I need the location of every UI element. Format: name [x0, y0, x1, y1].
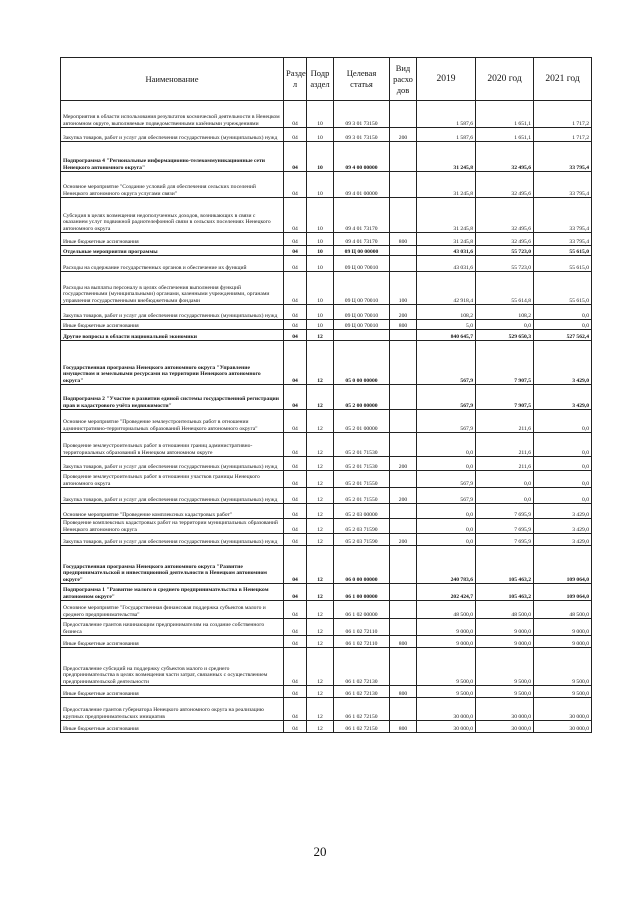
- row-expense-type: [390, 246, 417, 256]
- row-value-2020: 30 000,0: [476, 721, 534, 733]
- row-expense-type: 200: [390, 128, 417, 142]
- row-name: Предоставление грантов губернатора Ненецкого автономного округа на реализацию крупных предпринимательских инициатив: [61, 698, 284, 721]
- row-expense-type: [390, 546, 417, 584]
- row-value-2020: 211,6: [476, 433, 534, 457]
- row-value-2020: 105 463,2: [476, 546, 534, 584]
- page-number: 20: [313, 844, 327, 859]
- table-row: [61, 721, 592, 733]
- row-expense-type: 100: [390, 272, 417, 305]
- row-value-2021: 9 500,0: [534, 686, 592, 698]
- row-name: Расходы на выплаты персоналу в целях обеспечения выполнения функций государственными (муниципальными) органами, казенными учреждениями, органами управления государственными внебюджетными фондами: [61, 272, 284, 305]
- row-value-2019: 43 031,6: [417, 246, 476, 256]
- row-value-2019: 30 000,0: [417, 721, 476, 733]
- table-row: [61, 233, 592, 246]
- row-expense-type: [390, 101, 417, 128]
- row-podrazdel: 12: [307, 410, 334, 433]
- row-value-2021: 9 000,0: [534, 636, 592, 648]
- row-target-article: 05 2 00 00000: [334, 385, 390, 410]
- table-body: [61, 101, 592, 733]
- row-expense-type: [390, 601, 417, 619]
- row-value-2019: 9 500,0: [417, 648, 476, 686]
- row-value-2020: 1 651,1: [476, 128, 534, 142]
- row-target-article: [334, 330, 390, 341]
- row-expense-type: 800: [390, 636, 417, 648]
- row-value-2021: 0,0: [534, 471, 592, 488]
- row-value-2021: 1 717,2: [534, 101, 592, 128]
- row-name: Закупка товаров, работ и услуг для обеспечения государственных (муниципальных) нужд: [61, 457, 284, 471]
- row-value-2019: 567,9: [417, 471, 476, 488]
- row-value-2020: 55 723,0: [476, 246, 534, 256]
- row-podrazdel: 12: [307, 619, 334, 636]
- row-value-2019: 108,2: [417, 305, 476, 320]
- table-row: [61, 534, 592, 546]
- row-expense-type: 800: [390, 686, 417, 698]
- row-expense-type: [390, 584, 417, 601]
- row-target-article: 05 2 01 71550: [334, 471, 390, 488]
- row-value-2020: 55 614,8: [476, 272, 534, 305]
- table-row: [61, 636, 592, 648]
- row-razdel: 04: [284, 534, 307, 546]
- row-expense-type: 800: [390, 320, 417, 330]
- row-expense-type: [390, 471, 417, 488]
- table-row: [61, 488, 592, 504]
- row-value-2021: 0,0: [534, 457, 592, 471]
- row-name: Расходы на содержание государственных органов и обеспечение их функций: [61, 256, 284, 272]
- row-razdel: 04: [284, 721, 307, 733]
- row-name: Подпрограмма 1 "Развитие малого и среднего предпринимательства в Ненецком автономном округе": [61, 584, 284, 601]
- row-value-2021: 109 064,0: [534, 546, 592, 584]
- row-razdel: 04: [284, 172, 307, 198]
- row-name: Закупка товаров, работ и услуг для обеспечения государственных (муниципальных) нужд: [61, 305, 284, 320]
- row-value-2021: 0,0: [534, 320, 592, 330]
- row-podrazdel: 12: [307, 341, 334, 385]
- row-podrazdel: 12: [307, 636, 334, 648]
- row-razdel: 04: [284, 546, 307, 584]
- row-value-2021: 1 717,2: [534, 128, 592, 142]
- row-target-article: 09 4 01 73170: [334, 233, 390, 246]
- row-target-article: 09 Ц 00 00000: [334, 246, 390, 256]
- row-podrazdel: 10: [307, 198, 334, 233]
- row-razdel: 04: [284, 636, 307, 648]
- row-value-2019: 567,9: [417, 488, 476, 504]
- row-razdel: 04: [284, 330, 307, 341]
- header-row: [61, 58, 592, 101]
- row-expense-type: [390, 256, 417, 272]
- row-razdel: 04: [284, 246, 307, 256]
- row-razdel: 04: [284, 198, 307, 233]
- row-name: Предоставление грантов начинающим предпринимателям на создание собственного бизнеса: [61, 619, 284, 636]
- row-razdel: 04: [284, 341, 307, 385]
- row-name: Отдельные мероприятия программы: [61, 246, 284, 256]
- row-razdel: 04: [284, 519, 307, 534]
- row-podrazdel: 10: [307, 246, 334, 256]
- row-target-article: 06 0 00 00000: [334, 546, 390, 584]
- row-value-2020: 55 723,0: [476, 256, 534, 272]
- row-razdel: 04: [284, 272, 307, 305]
- table-row: [61, 256, 592, 272]
- header-2019: 2019: [417, 58, 476, 101]
- row-expense-type: [390, 385, 417, 410]
- row-expense-type: 200: [390, 305, 417, 320]
- row-razdel: 04: [284, 233, 307, 246]
- row-expense-type: 800: [390, 721, 417, 733]
- table-row: [61, 519, 592, 534]
- header-podrazdel: Подр аздел: [307, 58, 334, 101]
- row-target-article: 09 3 01 73150: [334, 101, 390, 128]
- row-target-article: 05 2 01 00000: [334, 410, 390, 433]
- table-row: [61, 341, 592, 385]
- row-name: Подпрограмма 2 "Участие в развитии единой системы государственной регистрации прав и кадастрового учёта недвижимости": [61, 385, 284, 410]
- table-row: [61, 698, 592, 721]
- row-value-2019: 202 424,7: [417, 584, 476, 601]
- row-name: Основное мероприятие "Проведение землеустроительных работ в отношении административно-территориальных образований Ненецкого автономного округа": [61, 410, 284, 433]
- row-name: Иные бюджетные ассигнования: [61, 721, 284, 733]
- row-podrazdel: 10: [307, 101, 334, 128]
- row-value-2021: 55 615,0: [534, 246, 592, 256]
- row-razdel: 04: [284, 128, 307, 142]
- table-row: [61, 546, 592, 584]
- row-value-2020: 9 000,0: [476, 636, 534, 648]
- table-row: [61, 305, 592, 320]
- row-value-2021: 109 064,0: [534, 584, 592, 601]
- row-value-2020: 7 695,9: [476, 534, 534, 546]
- row-value-2020: 32 495,6: [476, 198, 534, 233]
- row-value-2019: 48 500,0: [417, 601, 476, 619]
- row-value-2021: 3 429,0: [534, 341, 592, 385]
- row-razdel: 04: [284, 305, 307, 320]
- row-podrazdel: 12: [307, 601, 334, 619]
- table-row: [61, 246, 592, 256]
- row-name: Государственная программа Ненецкого автономного округа "Развитие предпринимательской и инвестиционной деятельности в Ненецком автономном округе": [61, 546, 284, 584]
- row-value-2021: 48 500,0: [534, 601, 592, 619]
- row-podrazdel: 10: [307, 272, 334, 305]
- row-razdel: 04: [284, 504, 307, 519]
- row-target-article: 09 3 01 73150: [334, 128, 390, 142]
- row-value-2020: 7 907,5: [476, 341, 534, 385]
- row-value-2019: 567,9: [417, 341, 476, 385]
- row-podrazdel: 12: [307, 534, 334, 546]
- table-row: [61, 142, 592, 172]
- row-value-2019: 31 245,8: [417, 233, 476, 246]
- row-razdel: 04: [284, 698, 307, 721]
- row-expense-type: [390, 198, 417, 233]
- row-expense-type: [390, 619, 417, 636]
- row-expense-type: [390, 648, 417, 686]
- header-name: Наименование: [61, 58, 284, 101]
- row-name: Подпрограмма 4 "Региональные информационно-телекоммуникационные сети Ненецкого автономного округа": [61, 142, 284, 172]
- row-value-2019: 31 245,8: [417, 172, 476, 198]
- row-value-2020: 32 495,6: [476, 142, 534, 172]
- row-value-2020: 32 495,6: [476, 233, 534, 246]
- row-podrazdel: 12: [307, 546, 334, 584]
- row-expense-type: [390, 504, 417, 519]
- row-target-article: 05 2 01 71530: [334, 457, 390, 471]
- row-expense-type: [390, 341, 417, 385]
- row-value-2021: 55 615,0: [534, 272, 592, 305]
- row-value-2020: 0,0: [476, 320, 534, 330]
- row-expense-type: 800: [390, 233, 417, 246]
- row-value-2019: 9 000,0: [417, 619, 476, 636]
- row-name: Другие вопросы в области национальной экономики: [61, 330, 284, 341]
- table-row: [61, 198, 592, 233]
- row-value-2020: 32 495,6: [476, 172, 534, 198]
- row-value-2019: 5,0: [417, 320, 476, 330]
- row-podrazdel: 10: [307, 142, 334, 172]
- table-row: [61, 330, 592, 341]
- row-target-article: 06 1 02 72130: [334, 686, 390, 698]
- row-podrazdel: 12: [307, 385, 334, 410]
- row-value-2021: 9 000,0: [534, 619, 592, 636]
- row-name: Закупка товаров, работ и услуг для обеспечения государственных (муниципальных) нужд: [61, 128, 284, 142]
- row-value-2019: 0,0: [417, 457, 476, 471]
- row-expense-type: [390, 142, 417, 172]
- row-podrazdel: 12: [307, 330, 334, 341]
- row-value-2021: 0,0: [534, 433, 592, 457]
- header-expense-type: Вид расхо дов: [390, 58, 417, 101]
- row-value-2019: 0,0: [417, 433, 476, 457]
- row-razdel: 04: [284, 601, 307, 619]
- table-row: [61, 101, 592, 128]
- row-value-2021: 3 429,0: [534, 534, 592, 546]
- row-value-2019: 42 918,4: [417, 272, 476, 305]
- row-razdel: 04: [284, 648, 307, 686]
- row-value-2021: 33 795,4: [534, 142, 592, 172]
- row-expense-type: 200: [390, 534, 417, 546]
- row-value-2020: 0,0: [476, 488, 534, 504]
- row-target-article: 05 2 03 00000: [334, 504, 390, 519]
- row-name: Закупка товаров, работ и услуг для обеспечения государственных (муниципальных) нужд: [61, 488, 284, 504]
- row-expense-type: [390, 172, 417, 198]
- row-razdel: 04: [284, 488, 307, 504]
- row-razdel: 04: [284, 256, 307, 272]
- row-value-2021: 3 429,0: [534, 504, 592, 519]
- budget-table: [60, 57, 592, 733]
- row-value-2020: 7 695,9: [476, 519, 534, 534]
- row-expense-type: [390, 433, 417, 457]
- header-2020: 2020 год: [476, 58, 534, 101]
- row-expense-type: [390, 330, 417, 341]
- row-razdel: 04: [284, 142, 307, 172]
- row-podrazdel: 12: [307, 648, 334, 686]
- row-name: Основное мероприятие "Государственная финансовая поддержка субъектов малого и среднего предпринимательства": [61, 601, 284, 619]
- row-razdel: 04: [284, 471, 307, 488]
- row-razdel: 04: [284, 433, 307, 457]
- row-target-article: 06 1 02 72150: [334, 698, 390, 721]
- row-value-2020: 7 695,9: [476, 504, 534, 519]
- row-name: Субсидия в целях возмещения недополученных доходов, возникающих в связи с оказанием услуг подвижной радиотелефонной связи в сельских поселениях Ненецкого автономного округа: [61, 198, 284, 233]
- row-value-2019: 567,9: [417, 410, 476, 433]
- row-target-article: 05 2 01 71550: [334, 488, 390, 504]
- row-value-2020: 30 000,0: [476, 698, 534, 721]
- row-razdel: 04: [284, 320, 307, 330]
- row-value-2021: 33 795,4: [534, 198, 592, 233]
- row-value-2021: 527 562,4: [534, 330, 592, 341]
- row-value-2021: 0,0: [534, 488, 592, 504]
- row-value-2021: 3 429,0: [534, 385, 592, 410]
- row-name: Проведение землеустроительных работ в отношении участков границы Ненецкого автономного округа: [61, 471, 284, 488]
- row-target-article: 09 4 01 73170: [334, 198, 390, 233]
- header-2021: 2021 год: [534, 58, 592, 101]
- row-razdel: 04: [284, 410, 307, 433]
- header-target-article: Целевая статья: [334, 58, 390, 101]
- row-value-2021: 55 615,0: [534, 256, 592, 272]
- row-value-2021: 9 500,0: [534, 648, 592, 686]
- row-value-2021: 0,0: [534, 305, 592, 320]
- row-razdel: 04: [284, 101, 307, 128]
- row-name: Основное мероприятие "Создание условий для обеспечения сельских поселений Ненецкого автономного округа услугами связи": [61, 172, 284, 198]
- row-podrazdel: 10: [307, 320, 334, 330]
- row-value-2021: 30 000,0: [534, 721, 592, 733]
- row-value-2019: 0,0: [417, 519, 476, 534]
- row-name: Проведение комплексных кадастровых работ на территории муниципальных образований Ненецкого автономного округа: [61, 519, 284, 534]
- table-row: [61, 457, 592, 471]
- row-podrazdel: 12: [307, 686, 334, 698]
- row-value-2020: 105 463,2: [476, 584, 534, 601]
- row-value-2020: 108,2: [476, 305, 534, 320]
- row-podrazdel: 12: [307, 721, 334, 733]
- row-value-2020: 9 500,0: [476, 648, 534, 686]
- table-row: [61, 619, 592, 636]
- row-target-article: 06 1 02 72130: [334, 648, 390, 686]
- row-expense-type: [390, 410, 417, 433]
- row-value-2019: 43 031,6: [417, 256, 476, 272]
- table-row: [61, 272, 592, 305]
- row-target-article: 05 2 03 71590: [334, 534, 390, 546]
- row-value-2019: 840 645,7: [417, 330, 476, 341]
- table-row: [61, 601, 592, 619]
- row-target-article: 09 Ц 00 70010: [334, 256, 390, 272]
- row-value-2019: 0,0: [417, 534, 476, 546]
- row-name: Закупка товаров, работ и услуг для обеспечения государственных (муниципальных) нужд: [61, 534, 284, 546]
- row-value-2019: 1 587,6: [417, 128, 476, 142]
- table-row: [61, 172, 592, 198]
- row-value-2019: 0,0: [417, 504, 476, 519]
- table-row: [61, 433, 592, 457]
- row-podrazdel: 12: [307, 584, 334, 601]
- row-value-2020: 9 000,0: [476, 619, 534, 636]
- row-razdel: 04: [284, 584, 307, 601]
- row-razdel: 04: [284, 385, 307, 410]
- row-target-article: 09 Ц 00 70010: [334, 305, 390, 320]
- row-podrazdel: 12: [307, 488, 334, 504]
- row-name: Иные бюджетные ассигнования: [61, 636, 284, 648]
- row-name: Государственная программа Ненецкого автономного округа "Управление имуществом и земельными ресурсами на территории Ненецкого автономного округа": [61, 341, 284, 385]
- row-target-article: 06 1 02 00000: [334, 601, 390, 619]
- row-expense-type: [390, 519, 417, 534]
- row-value-2021: 30 000,0: [534, 698, 592, 721]
- row-value-2021: 33 795,4: [534, 233, 592, 246]
- row-value-2020: 48 500,0: [476, 601, 534, 619]
- row-value-2021: 33 795,4: [534, 172, 592, 198]
- table-row: [61, 504, 592, 519]
- row-value-2019: 30 000,0: [417, 698, 476, 721]
- row-podrazdel: 12: [307, 457, 334, 471]
- row-podrazdel: 12: [307, 519, 334, 534]
- row-value-2020: 9 500,0: [476, 686, 534, 698]
- row-target-article: 06 1 00 00000: [334, 584, 390, 601]
- row-razdel: 04: [284, 619, 307, 636]
- row-value-2019: 31 245,8: [417, 142, 476, 172]
- row-value-2019: 567,9: [417, 385, 476, 410]
- table-row: [61, 385, 592, 410]
- budget-table-container: [60, 57, 591, 733]
- row-name: Мероприятия в области использования результатов космической деятельности в Ненецком автономном округе, выполняемые подведомственными казёнными учреждениями: [61, 101, 284, 128]
- row-name: Иные бюджетные ассигнования: [61, 320, 284, 330]
- table-row: [61, 471, 592, 488]
- row-podrazdel: 10: [307, 128, 334, 142]
- row-target-article: 06 1 02 72150: [334, 721, 390, 733]
- row-podrazdel: 10: [307, 256, 334, 272]
- row-podrazdel: 12: [307, 698, 334, 721]
- row-target-article: 09 Ц 00 70010: [334, 320, 390, 330]
- table-row: [61, 686, 592, 698]
- row-value-2020: 0,0: [476, 471, 534, 488]
- row-target-article: 09 4 00 00000: [334, 142, 390, 172]
- row-value-2020: 211,6: [476, 410, 534, 433]
- table-row: [61, 410, 592, 433]
- table-row: [61, 128, 592, 142]
- header-razdel: Разде л: [284, 58, 307, 101]
- row-value-2019: 9 000,0: [417, 636, 476, 648]
- row-value-2020: 529 650,3: [476, 330, 534, 341]
- table-row: [61, 584, 592, 601]
- row-target-article: 09 4 01 00000: [334, 172, 390, 198]
- row-name: Иные бюджетные ассигнования: [61, 686, 284, 698]
- row-value-2020: 7 907,5: [476, 385, 534, 410]
- row-value-2020: 211,6: [476, 457, 534, 471]
- row-target-article: 05 0 00 00000: [334, 341, 390, 385]
- table-row: [61, 320, 592, 330]
- row-expense-type: 200: [390, 457, 417, 471]
- row-podrazdel: 12: [307, 433, 334, 457]
- row-podrazdel: 10: [307, 233, 334, 246]
- row-value-2019: 240 783,6: [417, 546, 476, 584]
- row-value-2021: 0,0: [534, 410, 592, 433]
- row-podrazdel: 12: [307, 504, 334, 519]
- row-value-2021: 3 429,0: [534, 519, 592, 534]
- row-name: Основное мероприятие "Проведение комплексных кадастровых работ": [61, 504, 284, 519]
- row-value-2019: 9 500,0: [417, 686, 476, 698]
- row-podrazdel: 12: [307, 471, 334, 488]
- row-value-2019: 1 587,6: [417, 101, 476, 128]
- row-value-2020: 1 651,1: [476, 101, 534, 128]
- row-expense-type: [390, 698, 417, 721]
- row-expense-type: 200: [390, 488, 417, 504]
- row-target-article: 06 1 02 72110: [334, 619, 390, 636]
- row-name: Предоставление субсидий на поддержку субъектов малого и среднего предпринимательства в целях возмещения части затрат, связанных с осуществлением предпринимательской деятельности: [61, 648, 284, 686]
- row-podrazdel: 10: [307, 305, 334, 320]
- row-name: Проведение землеустроительных работ в отношении границ административно-территориальных образований в Ненецком автономном округе: [61, 433, 284, 457]
- row-target-article: 06 1 02 72110: [334, 636, 390, 648]
- row-razdel: 04: [284, 457, 307, 471]
- row-podrazdel: 10: [307, 172, 334, 198]
- row-target-article: 09 Ц 00 70010: [334, 272, 390, 305]
- row-target-article: 05 2 03 71590: [334, 519, 390, 534]
- row-target-article: 05 2 01 71530: [334, 433, 390, 457]
- row-value-2019: 31 245,8: [417, 198, 476, 233]
- row-name: Иные бюджетные ассигнования: [61, 233, 284, 246]
- row-razdel: 04: [284, 686, 307, 698]
- table-row: [61, 648, 592, 686]
